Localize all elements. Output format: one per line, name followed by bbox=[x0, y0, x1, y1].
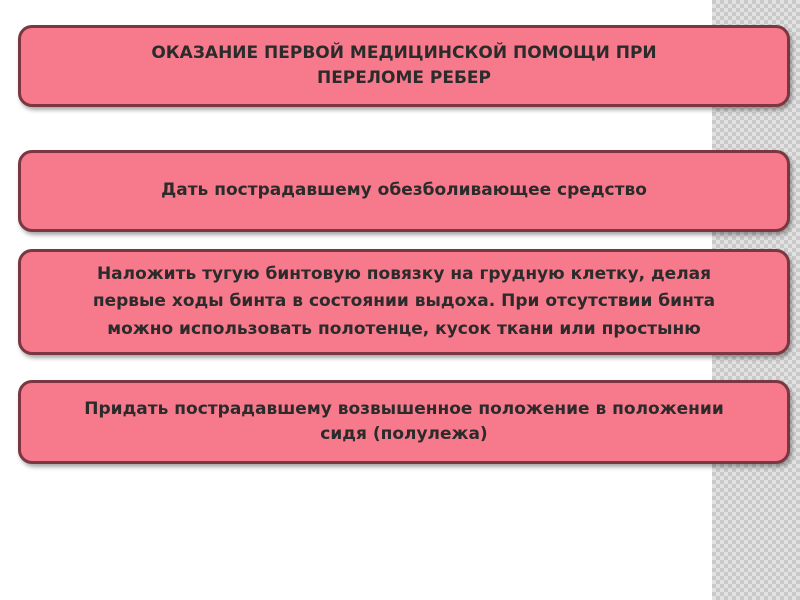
step-text: Наложить тугую бинтовую повязку на грудную клетку, делая первые ходы бинта в состоянии выдоха. При отсутствии бинта можно использовать полотенце, кусок ткани или простыню bbox=[92, 264, 716, 339]
step-box-painkiller bbox=[18, 150, 790, 232]
slide-title: ОКАЗАНИЕ ПЕРВОЙ МЕДИЦИНСКОЙ ПОМОЩИ ПРИ ПЕРЕЛОМЕ РЕБЕР bbox=[151, 42, 657, 88]
step-box-position bbox=[18, 380, 790, 464]
step-text: Придать пострадавшему возвышенное положение в положении сидя (полулежа) bbox=[84, 398, 724, 444]
step-text: Дать пострадавшему обезболивающее средство bbox=[161, 180, 647, 201]
title-box bbox=[18, 25, 790, 107]
step-box-bandage bbox=[18, 249, 790, 355]
